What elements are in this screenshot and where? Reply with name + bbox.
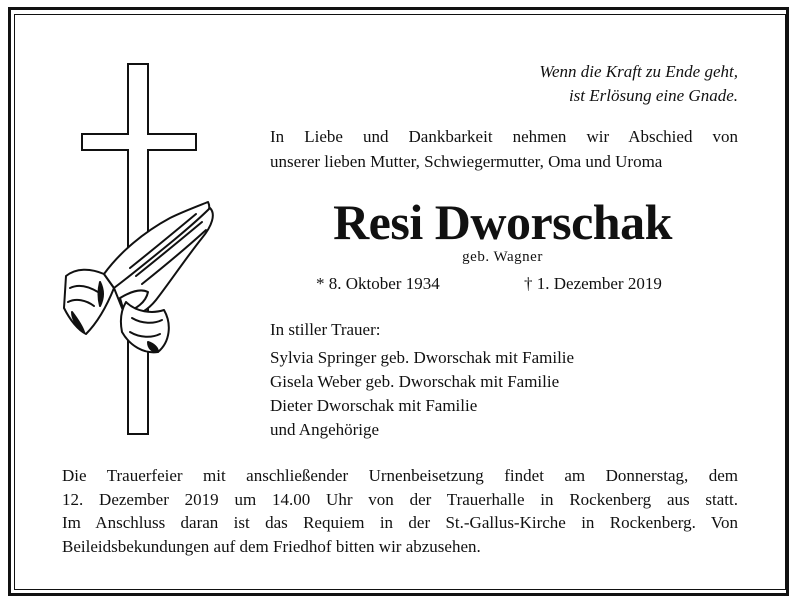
intro-line: unserer lieben Mutter, Schwiegermutter, Oma und Uroma	[270, 152, 663, 171]
cross-with-praying-hands-icon	[60, 62, 220, 438]
birth-name: geb. Wagner	[462, 249, 543, 265]
mourner-item: und Angehörige	[270, 420, 380, 439]
notice-line: Im Anschluss daran ist das Requiem in der St.-Gallus-Kirche in Rockenberg. Von	[62, 513, 738, 532]
notice-line: 12. Dezember 2019 um 14.00 Uhr von der Trauerhalle in Rockenberg aus statt.	[62, 489, 738, 509]
intro-line: In Liebe und Dankbarkeit nehmen wir Abschied von	[270, 127, 738, 146]
funeral-notice	[62, 464, 738, 558]
deceased-name: Resi Dworschak	[333, 194, 672, 250]
notice-line: Beileidsbekundungen auf dem Friedhof bitten wir abzusehen.	[62, 536, 481, 556]
motto-quote	[430, 60, 738, 108]
mourning-heading: In stiller Trauer:	[270, 320, 381, 339]
motto-line: ist Erlösung eine Gnade.	[568, 86, 738, 105]
death-date: † 1. Dezember 2019	[524, 274, 662, 293]
cross-icon	[60, 62, 220, 438]
birth-date: * 8. Oktober 1934	[316, 274, 440, 293]
mourner-item: Dieter Dworschak mit Familie	[270, 396, 478, 415]
farewell-intro	[270, 124, 738, 174]
mourners-list	[270, 346, 574, 442]
mourner-item: Gisela Weber geb. Dworschak mit Familie	[270, 372, 560, 391]
notice-line: Die Trauerfeier mit anschließender Urnenbeisetzung findet am Donnerstag, dem	[62, 466, 738, 485]
motto-line: Wenn die Kraft zu Ende geht,	[539, 62, 738, 81]
mourner-item: Sylvia Springer geb. Dworschak mit Familie	[270, 348, 575, 367]
